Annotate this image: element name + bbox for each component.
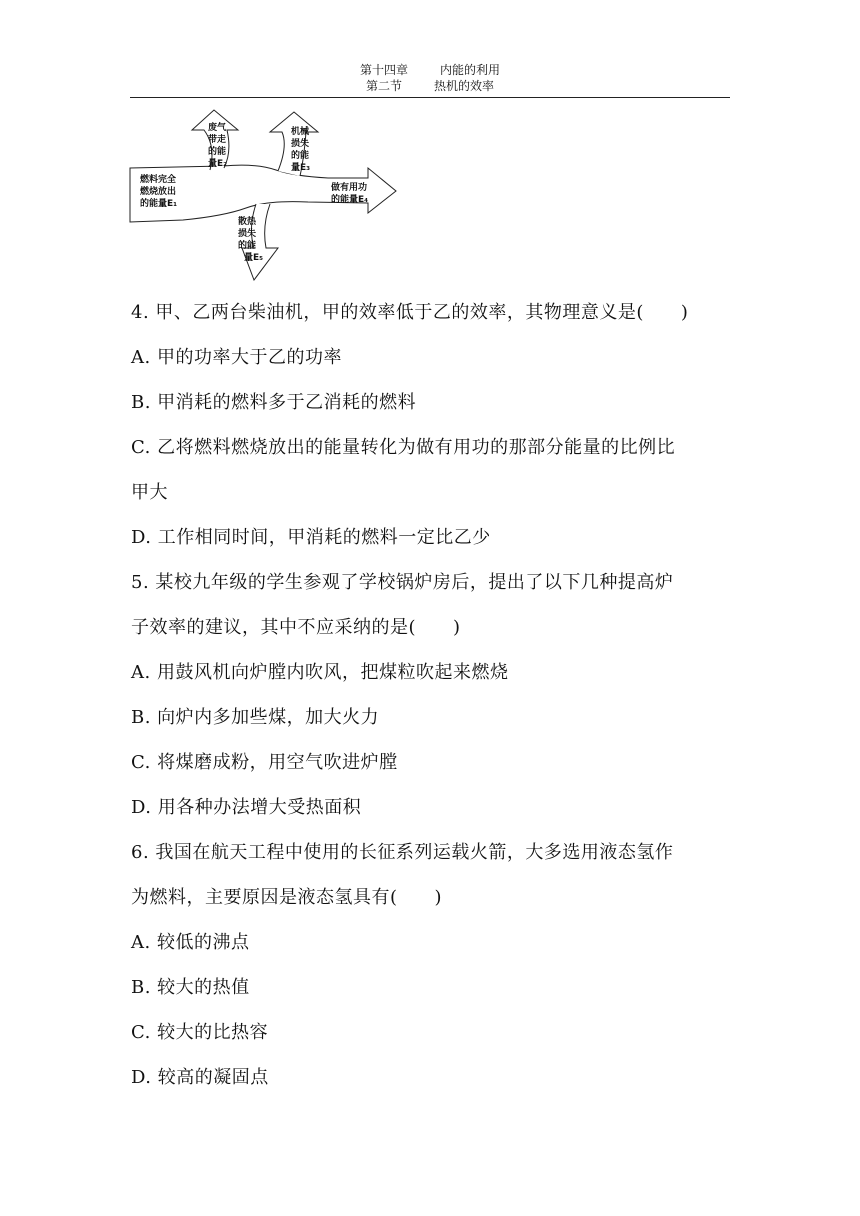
mechanical-label-1: 机械 bbox=[291, 127, 310, 137]
option-d: D. 工作相同时间，甲消耗的燃料一定比乙少 bbox=[131, 527, 491, 548]
question-stem-line: 子效率的建议，其中不应采纳的是( ) bbox=[131, 617, 461, 638]
option-b: B. 较大的热值 bbox=[131, 977, 250, 998]
option-c: C. 乙将燃料燃烧放出的能量转化为做有用功的那部分能量的比例比 bbox=[131, 437, 676, 458]
question-5 bbox=[131, 560, 731, 830]
option-a: A. 较低的沸点 bbox=[131, 932, 250, 953]
exhaust-label-3: 的能 bbox=[208, 147, 227, 157]
input-label-2: 燃烧放出 bbox=[140, 187, 177, 197]
heat-label-4: 量E₅ bbox=[244, 253, 264, 263]
option-d: D. 用各种办法增大受热面积 bbox=[131, 797, 362, 818]
energy-flow-diagram bbox=[128, 108, 400, 283]
section-title: 热机的效率 bbox=[434, 79, 495, 93]
question-4 bbox=[131, 290, 731, 560]
mechanical-label-2: 损失 bbox=[291, 139, 310, 149]
question-list bbox=[131, 290, 731, 1100]
option-a: A. 用鼓风机向炉膛内吹风，把煤粒吹起来燃烧 bbox=[131, 662, 509, 683]
question-stem-line: 4. 甲、乙两台柴油机，甲的效率低于乙的效率，其物理意义是( ) bbox=[131, 302, 689, 323]
heat-label-2: 损失 bbox=[238, 229, 257, 239]
option-c: C. 较大的比热容 bbox=[131, 1022, 269, 1043]
input-label-3: 的能量E₁ bbox=[140, 199, 178, 209]
exhaust-label-1: 废气 bbox=[208, 123, 227, 133]
question-stem-line: 5. 某校九年级的学生参观了学校锅炉房后，提出了以下几种提高炉 bbox=[131, 572, 674, 593]
question-6 bbox=[131, 830, 731, 1100]
heat-label-1: 散热 bbox=[238, 217, 257, 227]
useful-label-1: 做有用功 bbox=[331, 183, 368, 193]
chapter-number: 第十四章 bbox=[359, 63, 408, 77]
option-a: A. 甲的功率大于乙的功率 bbox=[131, 347, 342, 368]
option-b: B. 向炉内多加些煤，加大火力 bbox=[131, 707, 380, 728]
input-label-1: 燃料完全 bbox=[140, 175, 177, 185]
chapter-title: 内能的利用 bbox=[440, 63, 501, 77]
option-c: C. 将煤磨成粉，用空气吹进炉膛 bbox=[131, 752, 398, 773]
heat-label-3: 的能 bbox=[238, 241, 257, 251]
option-c-continued: 甲大 bbox=[131, 482, 168, 503]
mechanical-label-3: 的能 bbox=[291, 151, 310, 161]
question-stem-line: 6. 我国在航天工程中使用的长征系列运载火箭，大多选用液态氢作 bbox=[131, 842, 674, 863]
option-d: D. 较高的凝固点 bbox=[131, 1067, 269, 1088]
exhaust-label-4: 量E₂ bbox=[208, 159, 228, 169]
mechanical-label-4: 量E₃ bbox=[291, 163, 311, 173]
page-header bbox=[130, 62, 730, 94]
chapter-line bbox=[130, 62, 730, 78]
header-rule bbox=[130, 97, 730, 98]
question-stem-line: 为燃料，主要原因是液态氢具有( ) bbox=[131, 887, 443, 908]
option-b: B. 甲消耗的燃料多于乙消耗的燃料 bbox=[131, 392, 417, 413]
useful-label-2: 的能量E₄ bbox=[331, 195, 369, 205]
exhaust-label-2: 带走 bbox=[208, 135, 227, 145]
section-number: 第二节 bbox=[365, 79, 402, 93]
section-line bbox=[130, 78, 730, 94]
